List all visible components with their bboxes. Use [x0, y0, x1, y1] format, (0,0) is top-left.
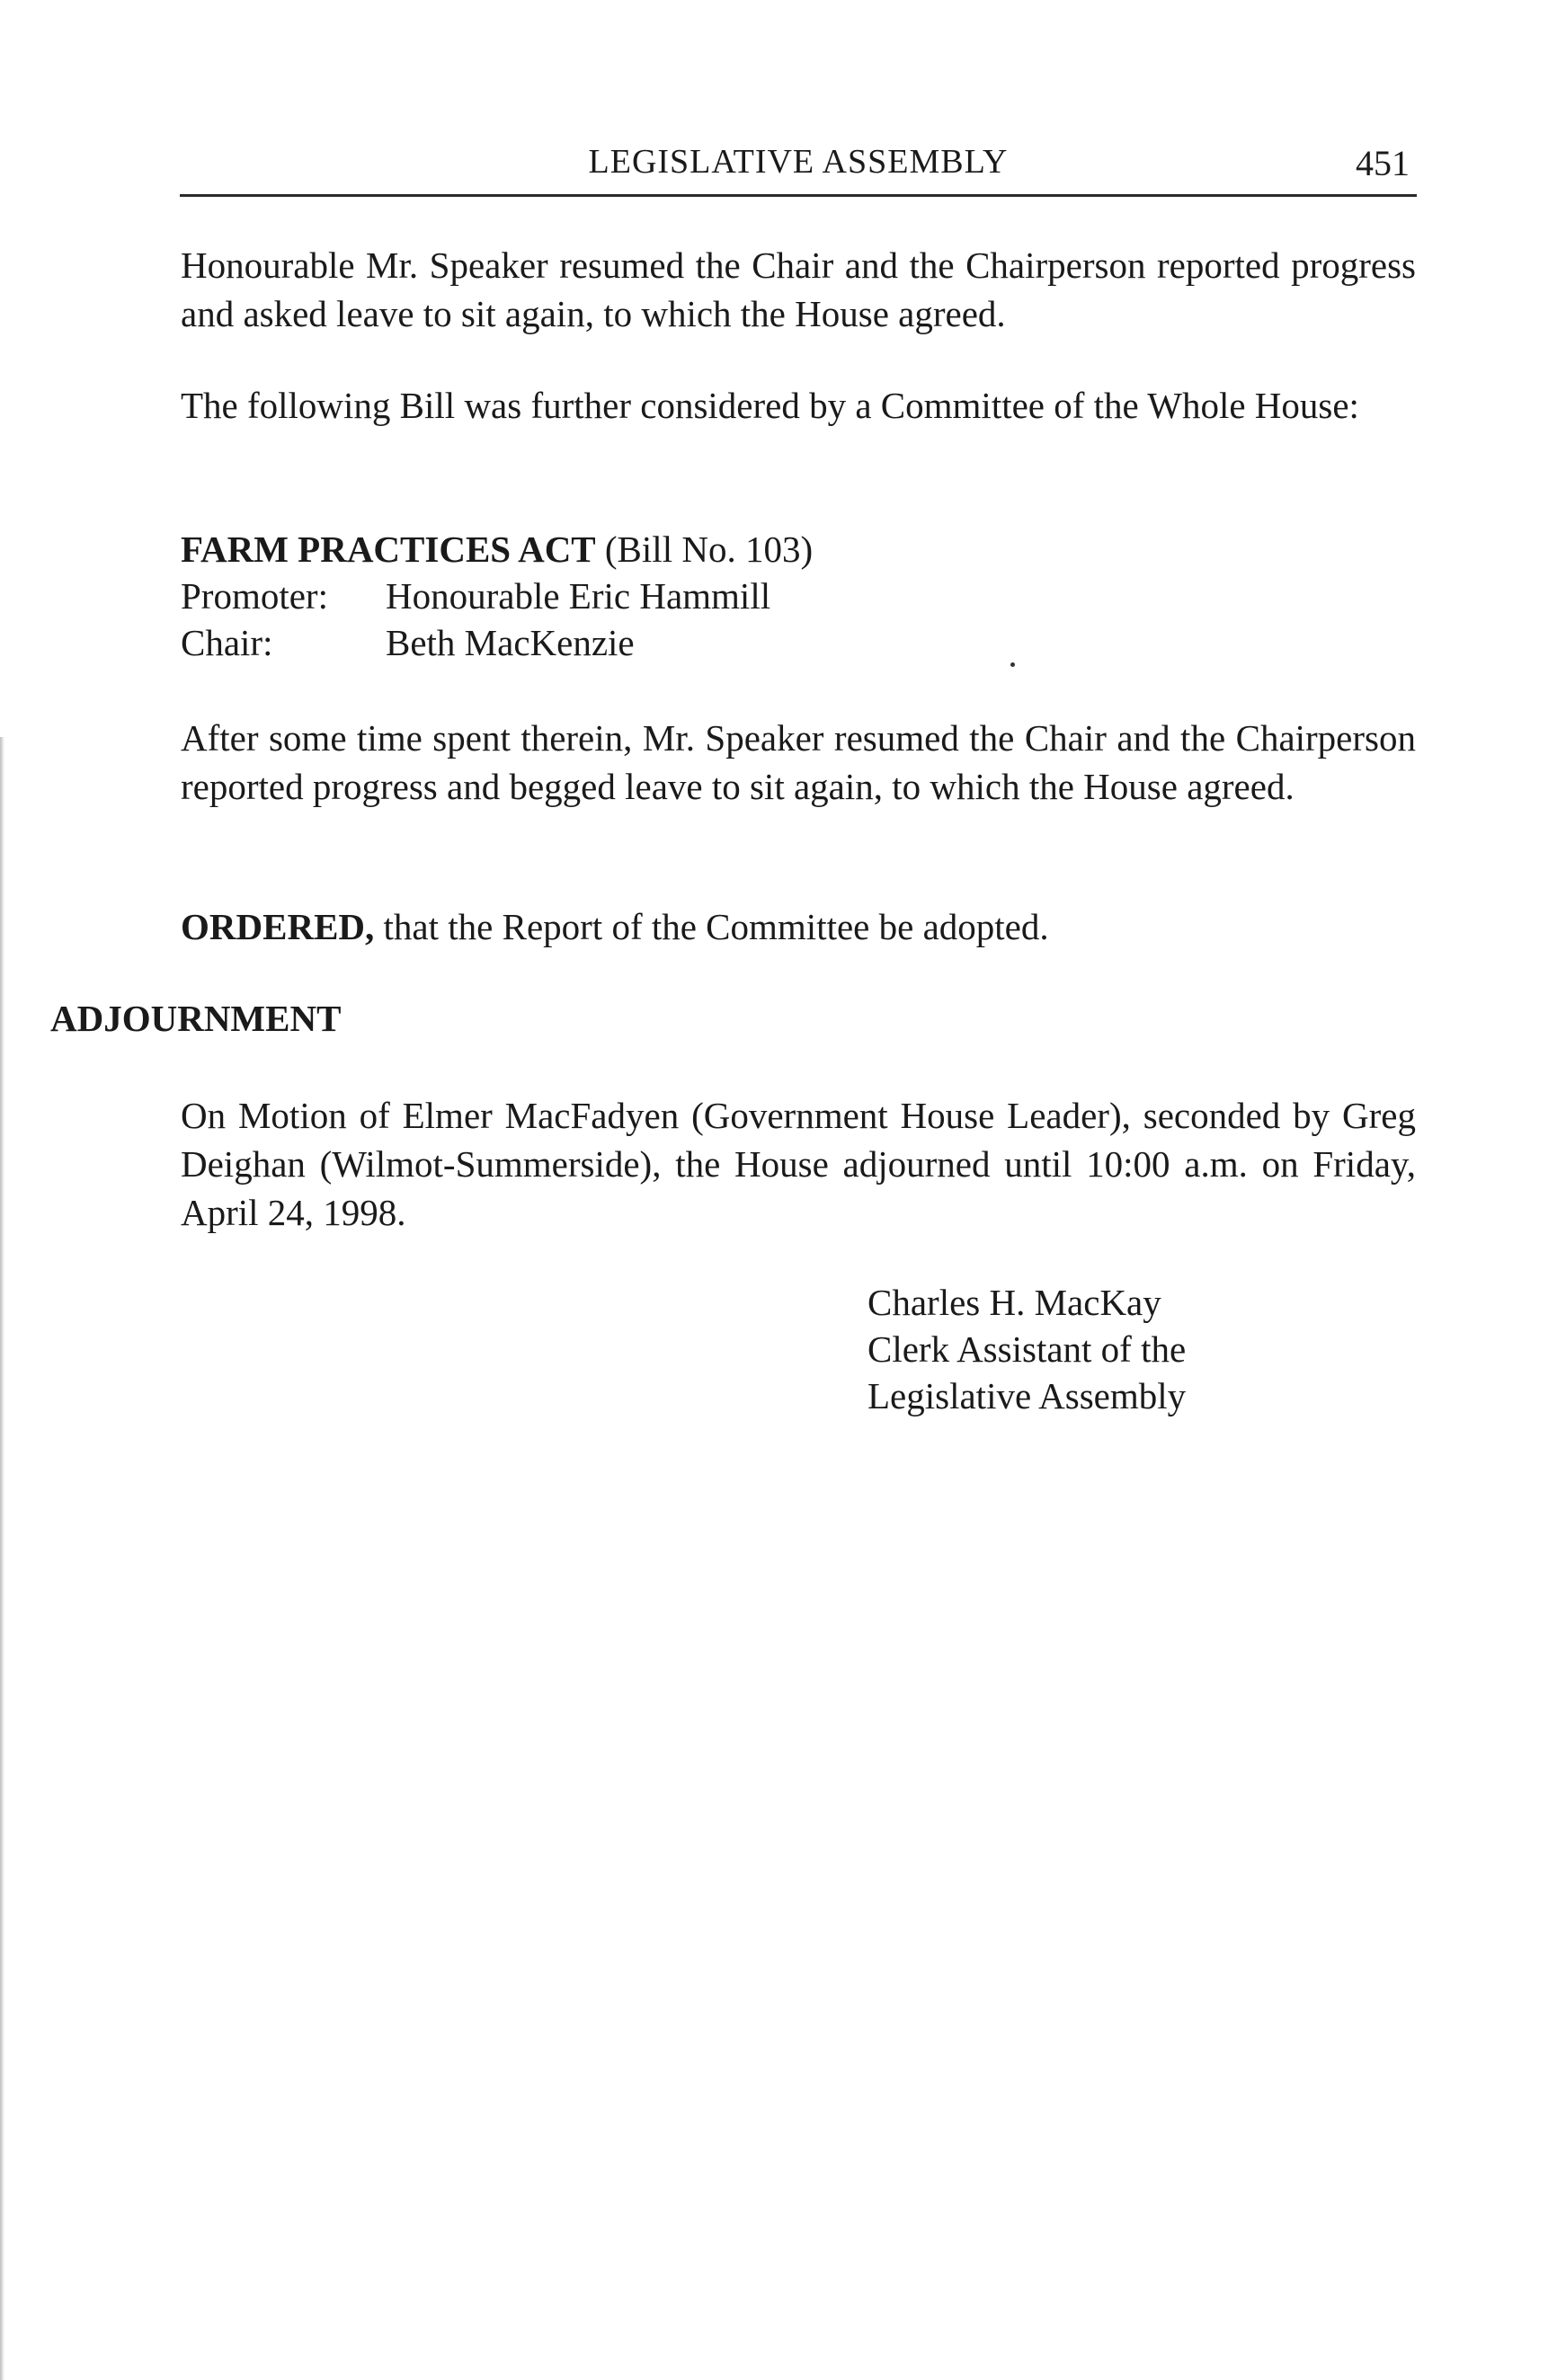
signature-name: Charles H. MacKay — [867, 1282, 1161, 1323]
ordered-line — [181, 902, 1049, 951]
promoter-row — [181, 572, 770, 620]
signature-title: Clerk Assistant of the — [867, 1328, 1187, 1370]
paragraph-adjournment-motion: On Motion of Elmer MacFadyen (Government House Leader), seconded by Greg Deighan (Wilmot-Summerside), the House adjourned until 10:00 a.m. on Friday, April 24, 1998. — [181, 1095, 1416, 1233]
bill-number: (Bill No. 103) — [595, 528, 814, 570]
page-number: 451 — [1356, 143, 1410, 183]
paragraph-time-spent: After some time spent therein, Mr. Speaker resumed the Chair and the Chairperson reported progress and begged leave to sit again, to which the House agreed. — [181, 717, 1416, 807]
chair-row — [181, 618, 635, 667]
stray-mark — [1010, 662, 1015, 667]
header-rule — [180, 194, 1417, 197]
scan-edge-shadow — [0, 737, 4, 2380]
promoter-value: Honourable Eric Hammill — [386, 575, 771, 617]
bill-title — [181, 525, 813, 573]
bill-name: FARM PRACTICES ACT — [181, 528, 596, 570]
section-heading-adjournment: ADJOURNMENT — [50, 998, 342, 1039]
paragraph-speaker-resumed: Honourable Mr. Speaker resumed the Chair and the Chairperson reported progress and asked leave to sit again, to which the House agreed. — [181, 244, 1416, 334]
chair-label: Chair: — [181, 622, 273, 663]
running-title: LEGISLATIVE ASSEMBLY — [588, 143, 1009, 181]
ordered-label: ORDERED, — [181, 906, 375, 947]
page-header — [180, 142, 1417, 192]
promoter-label: Promoter: — [181, 575, 328, 617]
signature-body: Legislative Assembly — [867, 1375, 1187, 1416]
ordered-text: that the Report of the Committee be adopted. — [374, 906, 1049, 947]
paragraph-bill-considered: The following Bill was further considered by a Committee of the Whole House: — [181, 385, 1359, 426]
chair-value: Beth MacKenzie — [386, 622, 635, 663]
